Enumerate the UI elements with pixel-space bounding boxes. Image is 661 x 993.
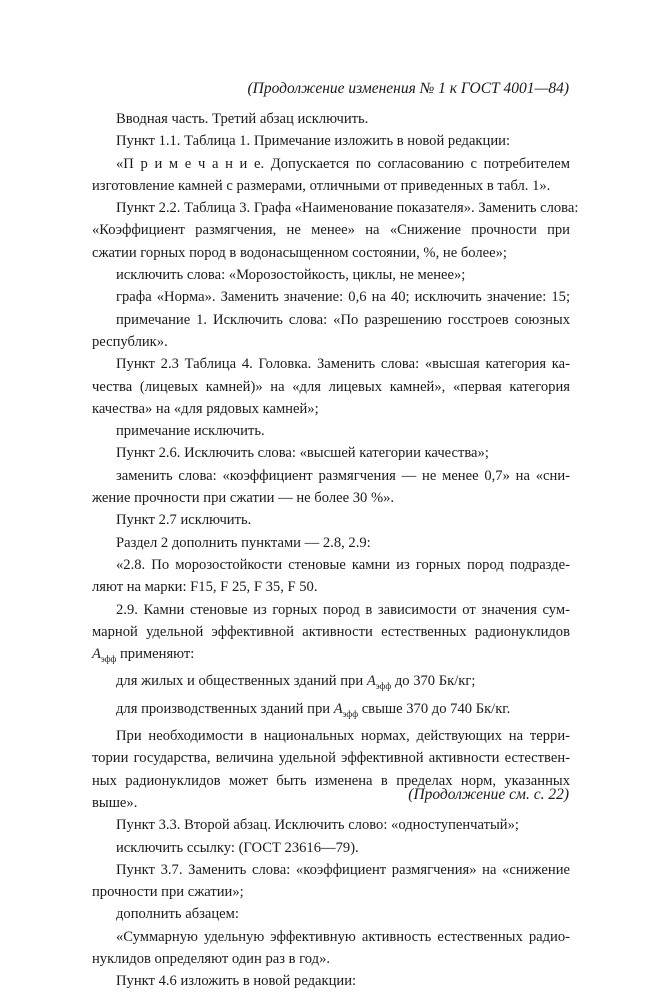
text-line: чества (лицевых камней)» на «для лицевых камней», «первая категория [92,378,570,395]
text-line: ных радионуклидов может быть изменена в пределах норм, указанных [92,772,570,789]
text-fragment: для производственных зданий при [116,700,331,717]
text-line: примечание 1. Исключить слова: «По разрешению госстроев союзных [116,311,570,328]
text-line: Пункт 4.6 изложить в новой редакции: [116,973,357,990]
text-line: исключить ссылку: (ГОСТ 23616—79). [116,839,359,856]
text-line: 2.9. Камни стеновые из горных пород в зависимости от значения сум- [116,601,570,618]
text-line: «Суммарную удельную эффективную активность естественных радио- [116,928,570,945]
text-line [92,670,570,697]
text-line: ляют на марки: F15, F 25, F 35, F 50. [92,579,318,596]
text-fragment: применяют: [120,646,195,663]
text-line: Пункт 3.3. Второй абзац. Исключить слово: «одноступенчатый»; [116,817,519,834]
text-line: «2.8. По морозостойкости стеновые камни из горных пород подразде- [116,556,570,573]
running-header: (Продолжение изменения № 1 к ГОСТ 4001—84) [247,80,569,97]
symbol-sub: эфф [342,708,359,719]
text-line: заменить слова: «коэффициент размягчения — не менее 0,7» на «сни- [116,467,570,484]
text-line: Пункт 2.7 исключить. [116,512,252,529]
text-line: Пункт 3.7. Заменить слова: «коэффициент размягчения» на «снижение [116,861,570,878]
symbol-sub: эфф [375,681,392,692]
text-line [92,698,570,725]
text-line: Раздел 2 дополнить пунктами — 2.8, 2.9: [116,534,371,551]
text-line: нуклидов определяют один раз в год». [92,950,331,967]
text-line: жение прочности при сжатии — не более 30 %». [92,490,395,507]
text-line: выше». [92,794,138,811]
text-fragment: свыше 370 до 740 Бк/кг. [361,700,511,717]
text-line: тории государства, величина удельной эффективной активности естествен- [92,750,570,767]
text-line: качества» на «для рядовых камней»; [92,400,319,417]
text-line: Вводная часть. Третий абзац исключить. [116,111,369,127]
text-line [92,643,570,670]
text-line: «Коэффициент размягчения, не менее» на «Снижение прочности при [92,222,570,239]
text-line: примечание исключить. [116,423,265,440]
text-line: При необходимости в национальных нормах, действующих на терри- [116,728,570,745]
text-line: республик». [92,333,168,350]
symbol-a: А [92,646,101,663]
body-text [92,108,579,993]
text-line: исключить слова: «Морозостойкость, циклы, не менее»; [116,267,466,284]
text-line: Пункт 1.1. Таблица 1. Примечание изложить в новой редакции: [116,133,510,150]
text-line: Пункт 2.6. Исключить слова: «высшей категории качества»; [116,445,489,462]
text-line: прочности при сжатии»; [92,884,244,901]
symbol-sub: эфф [100,654,117,665]
text-line: дополнить абзацем: [116,906,239,923]
text-line: марной удельной эффективной активности естественных радионуклидов [92,623,570,640]
text-line: «П р и м е ч а н и е. Допускается по согласованию с потребителем [116,155,570,172]
symbol-a: А [366,673,376,690]
text-line: графа «Норма». Заменить значение: 0,6 на 40; исключить значение: 15; [116,289,570,306]
text-fragment: до 370 Бк/кг; [394,673,476,690]
continuation-footer: (Продолжение см. с. 22) [408,786,569,803]
text-line: Пункт 2.3 Таблица 4. Головка. Заменить слова: «высшая категория ка- [116,356,570,373]
text-line: сжатии горных пород в водонасыщенном состоянии, %, не более»; [92,244,507,261]
symbol-a: А [333,700,343,717]
text-line: Пункт 2.2. Таблица 3. Графа «Наименование показателя». Заменить слова: [116,200,579,217]
text-fragment: для жилых и общественных зданий при [116,673,364,690]
text-line: изготовление камней с размерами, отличными от приведенных в табл. 1». [92,177,551,194]
